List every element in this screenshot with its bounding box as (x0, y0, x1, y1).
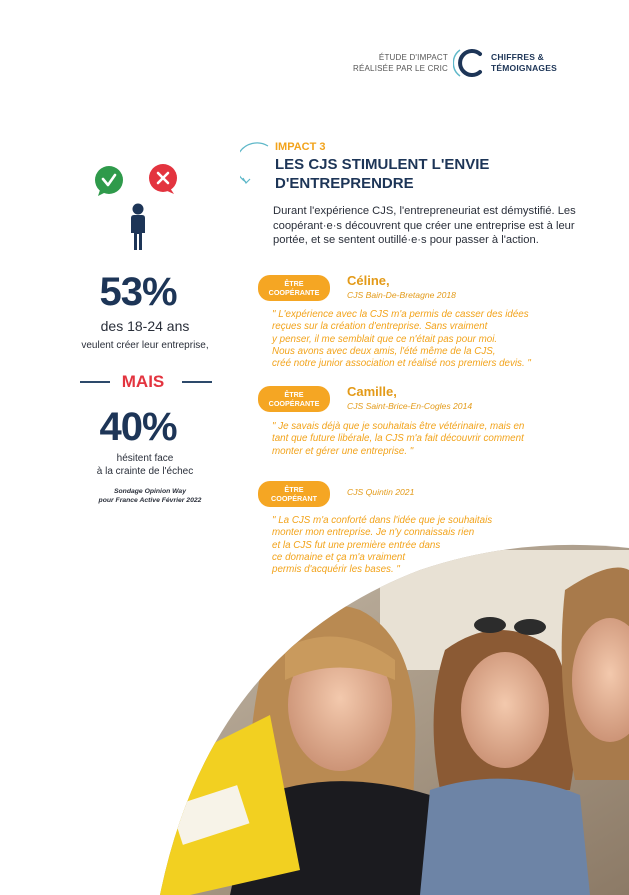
testimonial-name: Céline, (347, 273, 390, 288)
stat2-line1: hésitent face (116, 453, 174, 464)
testimonial-quote (272, 309, 602, 370)
stat2-percent: % (141, 405, 177, 449)
study-caption-line1: ÉTUDE D'IMPACT (378, 53, 448, 62)
cric-logo-icon (453, 46, 487, 80)
stat1-line2: veulent créer leur entreprise, (81, 340, 209, 351)
badge-line1: ÊTRE (284, 279, 304, 288)
quote-line: et la CJS fut une première entrée dans (272, 539, 441, 551)
quote-line: reçues sur la création d'entreprise. Sans vraiment (272, 321, 488, 333)
title-line1: LES CJS STIMULENT L'ENVIE (275, 156, 490, 173)
page-title (275, 155, 575, 193)
impact-label: IMPACT 3 (275, 141, 326, 153)
stat-40-percent (68, 405, 208, 450)
badge-line2: COOPÉRANT (271, 494, 317, 503)
cross-bubble-icon (146, 163, 180, 195)
study-caption-line2: RÉALISÉE PAR LE CRIC (353, 64, 448, 73)
quote-line: " Je savais déjà que je souhaitais être vétérinaire, mais en (272, 421, 525, 432)
quote-line: créé notre junior association et réalisé nos premiers devis. " (272, 358, 531, 370)
testimonial-quote (272, 421, 602, 458)
study-caption (328, 52, 448, 74)
separator-line-right (182, 381, 212, 383)
quote-line: tant que future libérale, la CJS m'a fait découvrir comment (272, 433, 524, 445)
role-badge (258, 386, 330, 412)
stat2-line2: à la crainte de l'échec (96, 466, 194, 477)
quote-line: Nous avons avec deux amis, l'été même de la CJS, (272, 345, 496, 357)
title-line2: D'ENTREPRENDRE (275, 175, 414, 192)
quote-line: monter mon entreprise. Je n'y connaissais rien (272, 527, 475, 539)
source-line1: Sondage Opinion Way (113, 488, 186, 495)
impact-arc-icon (240, 142, 274, 186)
source-line2: pour France Active Février 2022 (98, 497, 202, 504)
survey-source (70, 487, 230, 505)
badge-line2: COOPÉRANTE (268, 288, 320, 297)
quote-line: permis d'acquérir les bases. " (272, 564, 400, 576)
badge-line1: ÊTRE (284, 390, 304, 399)
quote-line: " La CJS m'a conforté dans l'idée que je souhaitais (272, 515, 493, 526)
quote-line: y penser, il me semblait que ce n'était pas pour moi. (272, 333, 498, 345)
role-badge (258, 275, 330, 301)
badge-line1: ÊTRE (284, 485, 304, 494)
brand-caption-line1: CHIFFRES & (491, 52, 544, 62)
stat1-number: 53 (99, 270, 142, 314)
quote-line: ce domaine et ça m'a vraiment (272, 551, 406, 563)
stat1-line1: des 18-24 ans (100, 318, 190, 334)
testimonial-cjs: CJS Saint-Brice-En-Cogles 2014 (347, 401, 473, 411)
intro-paragraph: Durant l'expérience CJS, l'entrepreneuriat est démystifié. Les coopérant·e·s découvrent que créer une entreprise est à leur portée, et se sentent outillé·e·s pour passer à l'action. (273, 205, 576, 247)
testimonial-name: Camille, (347, 384, 397, 399)
testimonial-cjs: CJS Quintin 2021 (347, 487, 415, 497)
separator-line-left (80, 381, 110, 383)
check-bubble-icon (92, 165, 126, 197)
brand-caption-line2: TÉMOIGNAGES (491, 63, 557, 73)
stat2-number: 40 (99, 405, 142, 449)
quote-line: monter et gérer une entreprise. " (272, 445, 414, 457)
students-photo (0, 530, 629, 895)
quote-line: " L'expérience avec la CJS m'a permis de casser des idées (272, 309, 529, 320)
stat-53-percent (68, 270, 208, 315)
person-icon (128, 203, 148, 251)
brand-caption (491, 52, 557, 74)
mais-separator: MAIS (121, 372, 165, 391)
stat1-percent: % (141, 270, 177, 314)
badge-line2: COOPÉRANTE (268, 399, 320, 408)
role-badge (258, 481, 330, 507)
testimonial-cjs: CJS Bain-De-Bretagne 2018 (347, 290, 456, 300)
